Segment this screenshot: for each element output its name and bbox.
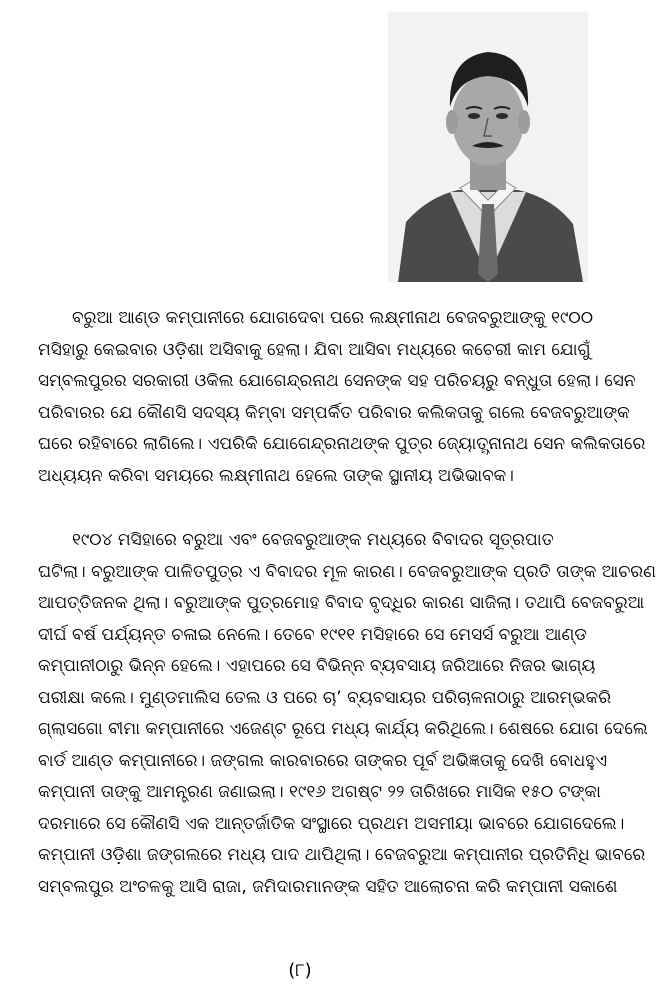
text-line: ବାର୍ଡ ଆଣ୍ଡ କମ୍ପାନୀରେ। ଜଙ୍ଗଲ କାରବାରରେ ତାଙ୍କର ପୂର୍ବ ଅଭିଜ୍ଞତାକୁ ଦେଖି ବୋଧହୁଏ — [38, 750, 608, 771]
text-line: ଦରମାରେ ସେ କୌଣସି ଏକ ଆନ୍ତର୍ଜାତିକ ସଂସ୍ଥାରେ ପ୍ରଥମ ଅସମୀୟା ଭାବରେ ଯୋଗଦେଲେ। — [38, 813, 625, 834]
text-line: ଗ୍ଲାସଗୋ ବୀମା କମ୍ପାନୀରେ ଏଜେଣ୍ଟ ରୂପେ ମଧ୍ୟ କାର୍ଯ୍ୟ କରିଥିଲେ। ଶେଷରେ ଯୋଗ ଦେଲେ — [38, 719, 648, 739]
text-line: ସମ୍ବଲପୁର ଅଂଚଳକୁ ଆସି ରାଜା, ଜମିଦାରମାନଙ୍କ ସହିତ ଆଲୋଚନା କରି କମ୍ପାନୀ ସକାଶେ — [38, 876, 618, 897]
text-line: ଆପତ୍ତିଜନକ ଥିଲା। ବରୁଆଙ୍କ ପୁତ୍ରମୋହ ବିବାଦ ବୃଦ୍ଧିର କାରଣ ସାଜିଲା। ତଥାପି ବେଜବରୁଆ — [38, 593, 645, 613]
text-line: ଘଟିଲା। ବରୁଆଙ୍କ ପାଳିତପୁତ୍ର ଏ ବିବାଦର ମୂଳ କାରଣ। ବେଜବରୁଆଙ୍କ ପ୍ରତି ତାଙ୍କ ଆଚରଣ — [38, 561, 656, 582]
paragraph-2 — [38, 525, 656, 903]
text-line: ଘରେ ରହିବାରେ ଲାଗିଲେ। ଏପରିକି ଯୋଗେନ୍ଦ୍ରନାଥଙ୍କ ପୁତ୍ର ଜ୍ୟୋତ୍ସ୍ନାନାଥ ସେନ କଲିକତାରେ — [38, 434, 646, 454]
page-number: (୮) — [288, 960, 312, 981]
text-line: ବରୁଆ ଆଣ୍ଡ କମ୍ପାନୀରେ ଯୋଗଦେବା ପରେ ଲକ୍ଷ୍ମୀନାଥ ବେଜବରୁଆଙ୍କୁ ୧୯୦୦ — [72, 308, 594, 328]
text-line: ମସିହାରୁ କେଇବାର ଓଡ଼ିଶା ଅସିବାକୁ ହେଲା। ଯିବା ଆସିବା ମଧ୍ୟରେ କଚେରୀ କାମ ଯୋଗୁଁ — [38, 339, 591, 360]
portrait-photo — [388, 12, 588, 282]
text-line: ପରୀକ୍ଷା କଲେ। ମୁଣ୍ଡମାଲିସ ତେଲ ଓ ପରେ ଚା’ ବ୍ୟବସାୟର ପରିଚାଳନାଠାରୁ ଆରମ୍ଭକରି — [38, 687, 612, 708]
text-line: ଦୀର୍ଘ ବର୍ଷ ପର୍ଯ୍ୟନ୍ତ ଚଳାଇ ନେଲେ। ତେବେ ୧୯୧୧ ମସିହାରେ ସେ ମେସର୍ସ ବରୁଆ ଆଣ୍ଡ — [38, 624, 587, 645]
text-line: ସମ୍ବଲପୁରର ସରକାରୀ ଓକିଲ ଯୋଗେନ୍ଦ୍ରନାଥ ସେନଙ୍କ ସହ ପରିଚୟରୁ ବନ୍ଧୁତା ହେଲା। ସେନ — [38, 371, 636, 391]
text-line: କମ୍ପାନୀ ତାଙ୍କୁ ଆମନ୍ତ୍ରଣ ଜଣାଇଲା। ୧୯୧୬ ଅଗଷ୍ଟ ୨୨ ତାରିଖରେ ମାସିକ ୧୫୦ ଟଙ୍କା — [38, 782, 601, 802]
text-line: ୧୯୦୪ ମସିହାରେ ବରୁଆ ଏବଂ ବେଜବରୁଆଙ୍କ ମଧ୍ୟରେ ବିବାଦର ସୂତ୍ରପାତ — [72, 530, 554, 550]
text-line: କମ୍ପାନୀଠାରୁ ଭିନ୍ନ ହେଲେ। ଏହାପରେ ସେ ବିଭିନ୍ନ ବ୍ୟବସାୟ ଜରିଆରେ ନିଜର ଭାଗ୍ୟ — [38, 656, 596, 676]
text-line: ପରିବାରର ଯେ କୌଣସି ସଦସ୍ୟ କିମ୍ବା ସମ୍ପର୍କିତ ପରିବାର କଲିକତାକୁ ଗଲେ ବେଜବରୁଆଙ୍କ — [38, 402, 630, 423]
text-line: କମ୍ପାନୀ ଓଡ଼ିଶା ଜଙ୍ଗଲରେ ମଧ୍ୟ ପାଦ ଥାପିଥିଲା। ବେଜବରୁଆ କମ୍ପାନୀର ପ୍ରତିନିଧି ଭାବରେ — [38, 845, 646, 865]
paragraph-1 — [38, 303, 646, 492]
text-line: ଅଧ୍ୟୟନ କରିବା ସମୟରେ ଲକ୍ଷ୍ମୀନାଥ ହେଲେ ତାଙ୍କ ସ୍ଥାନୀୟ ଅଭିଭାବକ। — [38, 465, 514, 486]
